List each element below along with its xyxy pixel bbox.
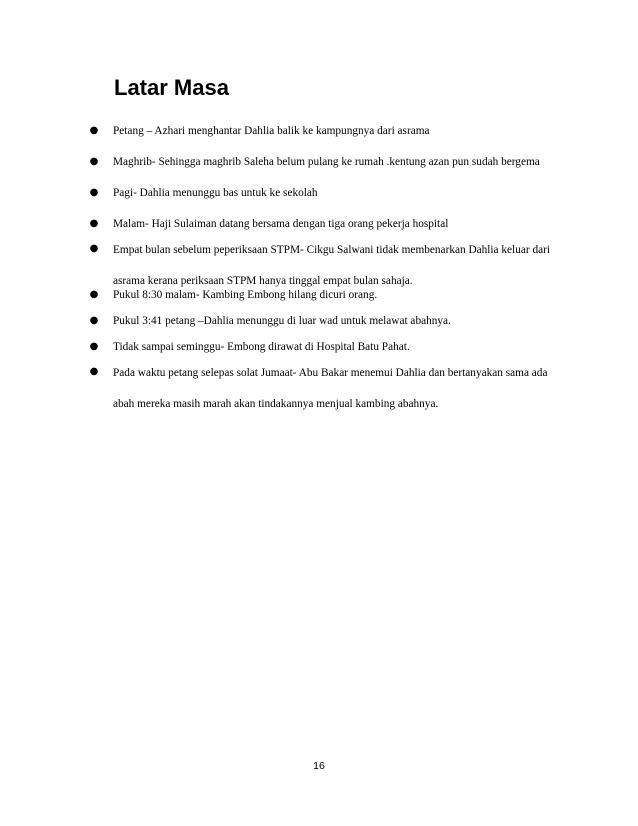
list-item-text	[113, 358, 559, 420]
list-item-line: Maghrib- Sehingga maghrib Saleha belum pulang ke rumah .kentung azan pun sudah bergema	[113, 156, 540, 168]
bullet-icon: ●	[89, 187, 99, 198]
bullet-icon: ●	[89, 341, 99, 352]
list-item-line: Empat bulan sebelum peperiksaan STPM- Cikgu Salwani tidak membenarkan Dahlia keluar dari	[113, 244, 551, 256]
bullet-icon: ●	[89, 125, 99, 136]
page-number: 16	[313, 760, 325, 772]
list-item-line: abah mereka masih marah akan tindakannya menjual kambing abahnya.	[113, 398, 439, 410]
list-item-text	[113, 121, 559, 141]
list-item-line: Tidak sampai seminggu- Embong dirawat di Hospital Batu Pahat.	[113, 341, 410, 353]
section-heading: Latar Masa	[114, 75, 229, 100]
bullet-icon: ●	[89, 218, 99, 229]
bullet-icon: ●	[89, 156, 99, 167]
list-item-text	[113, 285, 559, 305]
list-item-line: asrama kerana periksaan STPM hanya tinggal empat bulan sahaja.	[113, 275, 413, 287]
bullet-icon: ●	[89, 289, 99, 300]
bullet-icon: ●	[89, 243, 99, 254]
list-item-line: Pada waktu petang selepas solat Jumaat- Abu Bakar menemui Dahlia dan bertanyakan sama ada	[113, 367, 548, 379]
list-item-text	[113, 152, 559, 172]
list-item-line: Malam- Haji Sulaiman datang bersama dengan tiga orang pekerja hospital	[113, 218, 449, 230]
list-item-text	[113, 337, 559, 357]
list-item-line: Pukul 3:41 petang –Dahlia menunggu di luar wad untuk melawat abahnya.	[113, 315, 451, 327]
list-item-line: Petang – Azhari menghantar Dahlia balik ke kampungnya dari asrama	[113, 125, 430, 137]
list-item-line: Pukul 8:30 malam- Kambing Embong hilang dicuri orang.	[113, 289, 378, 301]
list-item-text	[113, 311, 559, 331]
bullet-icon: ●	[89, 366, 99, 377]
list-item-line: Pagi- Dahlia menunggu bas untuk ke sekolah	[113, 187, 318, 199]
list-item-text	[113, 183, 559, 203]
bullet-icon: ●	[89, 315, 99, 326]
list-item-text	[113, 214, 559, 234]
